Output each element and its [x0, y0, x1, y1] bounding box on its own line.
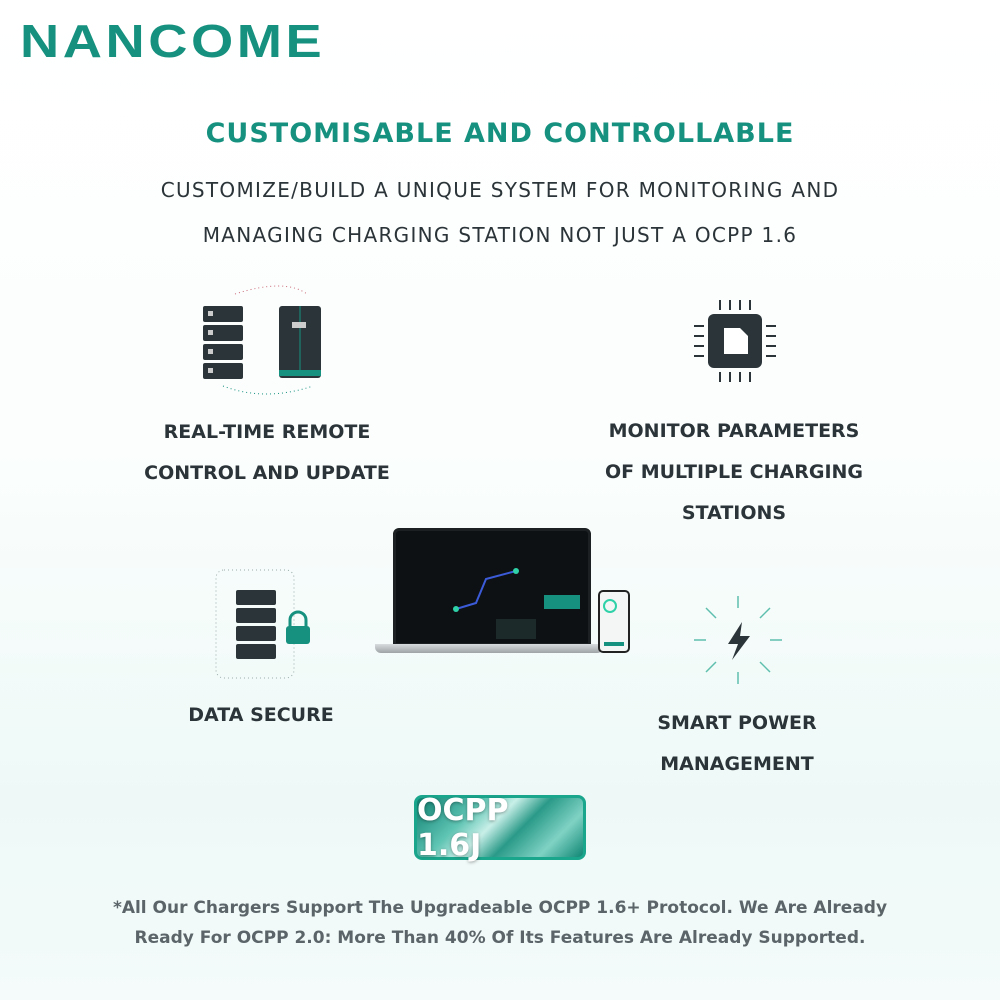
laptop-base [375, 644, 603, 653]
server-charger-sync-icon [195, 282, 335, 400]
dashboard-laptop-image [393, 528, 591, 646]
subtitle-line-1: CUSTOMIZE/BUILD A UNIQUE SYSTEM FOR MONITORING AND [160, 178, 840, 202]
page-title: CUSTOMISABLE AND CONTROLLABLE [205, 118, 795, 149]
dashboard-phone-image [598, 590, 630, 653]
server-lock-icon [214, 568, 314, 682]
footer-note-line: *All Our Chargers Support The Upgradeable OCPP 1.6+ Protocol. We Are Already [112, 898, 888, 918]
feature-label-line: MANAGEMENT [660, 753, 814, 775]
feature-label-line: CONTROL AND UPDATE [144, 462, 390, 484]
feature-label-line: STATIONS [681, 502, 787, 524]
chip-icon [692, 298, 778, 384]
brand-logo: NANCOME [20, 15, 326, 67]
ocpp-badge [414, 792, 586, 863]
footer-note-line: Ready For OCPP 2.0: More Than 40% Of Its Features Are Already Supported. [134, 928, 866, 948]
feature-label-line: OF MULTIPLE CHARGING [604, 461, 864, 483]
subtitle-line-2: MANAGING CHARGING STATION NOT JUST A OCPP 1.6 [202, 223, 798, 247]
feature-label-line: DATA SECURE [188, 704, 334, 726]
feature-label-line: SMART POWER [657, 712, 817, 734]
lightning-icon [692, 594, 784, 686]
feature-label-line: MONITOR PARAMETERS [608, 420, 860, 442]
feature-label-line: REAL-TIME REMOTE [163, 421, 371, 443]
ocpp-badge-label: OCPP 1.6J [417, 792, 509, 863]
